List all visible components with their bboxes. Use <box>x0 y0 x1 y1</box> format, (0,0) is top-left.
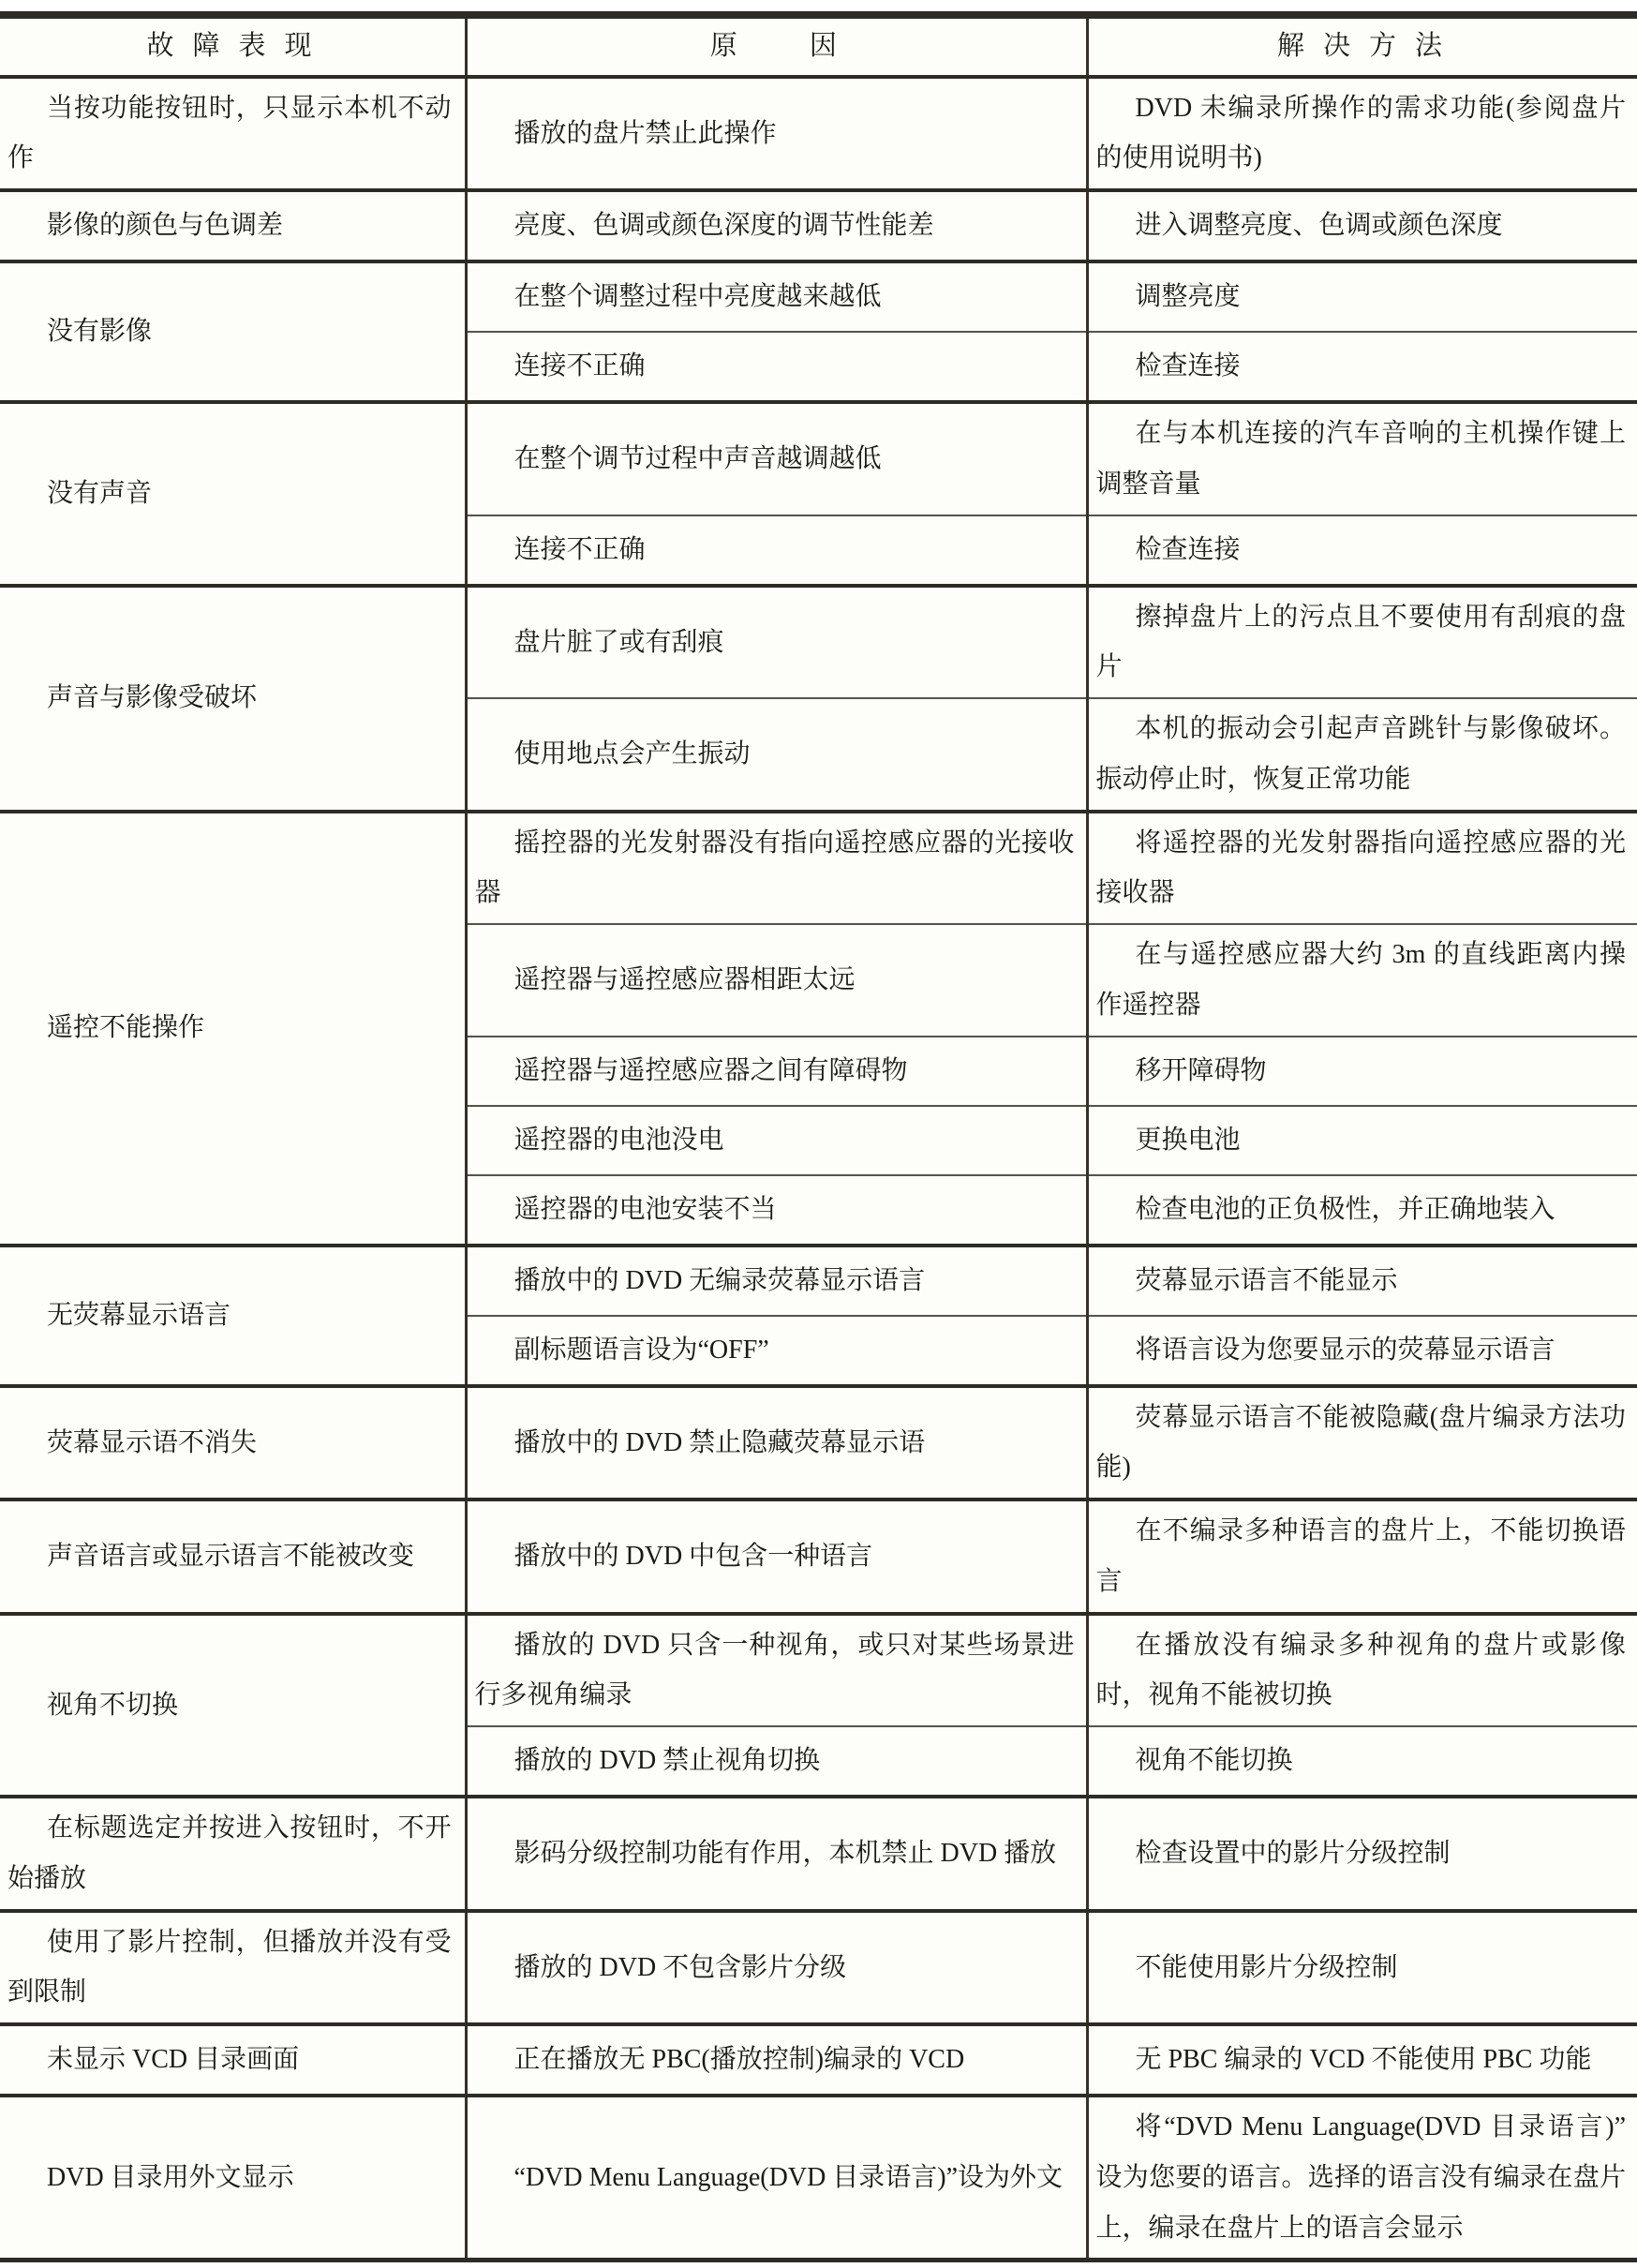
solution-text: 在不编录多种语言的盘片上，不能切换语言 <box>1095 1516 1626 1596</box>
symptom-cell <box>0 1246 466 1386</box>
symptom-text: 荧幕显示语不消失 <box>47 1427 258 1457</box>
table-row <box>0 1500 1637 1614</box>
cause-cell <box>466 2024 1087 2096</box>
solution-cell <box>1087 698 1637 812</box>
solution-cell <box>1087 2024 1637 2096</box>
cause-cell <box>466 1500 1087 1614</box>
header-row <box>0 15 1637 77</box>
solution-text: 在播放没有编录多种视角的盘片或影像时，视角不能被切换 <box>1095 1630 1626 1710</box>
symptom-text: 视角不切换 <box>47 1690 179 1720</box>
solution-text: 荧幕显示语言不能显示 <box>1135 1265 1398 1295</box>
solution-cell <box>1087 1726 1637 1797</box>
cause-cell <box>466 77 1087 191</box>
cause-cell <box>466 515 1087 586</box>
solution-text: 将语言设为您要显示的荧幕显示语言 <box>1135 1335 1555 1365</box>
solution-cell <box>1087 586 1637 699</box>
cause-cell <box>466 924 1087 1037</box>
cause-text: 遥控器的电池安装不当 <box>513 1194 777 1224</box>
cause-text: 遥控器的电池没电 <box>513 1125 724 1155</box>
symptom-text: 在标题选定并按进入按钮时，不开始播放 <box>7 1813 452 1893</box>
solution-text: 进入调整亮度、色调或颜色深度 <box>1135 211 1503 241</box>
cause-text: 正在播放无 PBC(播放控制)编录的 VCD <box>513 2045 965 2075</box>
cause-text: 副标题语言设为“OFF” <box>513 1335 769 1365</box>
table-header <box>0 15 1637 77</box>
solution-text: 不能使用影片分级控制 <box>1135 1952 1398 1982</box>
cause-cell <box>466 1175 1087 1246</box>
cause-cell <box>466 1037 1087 1106</box>
solution-cell <box>1087 1246 1637 1316</box>
cause-text: 连接不正确 <box>513 351 646 381</box>
solution-text: 检查设置中的影片分级控制 <box>1135 1839 1451 1869</box>
symptom-text: 使用了影片控制，但播放并没有受到限制 <box>7 1927 452 2007</box>
cause-cell <box>466 1614 1087 1727</box>
cause-text: 播放的 DVD 禁止视角切换 <box>513 1746 821 1776</box>
symptom-text: 没有影像 <box>47 317 153 347</box>
cause-text: 影码分级控制功能有作用，本机禁止 DVD 播放 <box>513 1839 1057 1869</box>
solution-text: 将“DVD Menu Language(DVD 目录语言)”设为您要的语言。选择的语言没有编录在盘片上，编录在盘片上的语言会显示 <box>1095 2112 1626 2243</box>
solution-text: 本机的振动会引起声音跳针与影像破坏。振动停止时，恢复正常功能 <box>1095 714 1626 794</box>
cause-cell <box>466 586 1087 699</box>
solution-cell <box>1087 402 1637 515</box>
symptom-cell <box>0 261 466 402</box>
table-body <box>0 77 1637 2261</box>
symptom-text: 声音与影像受破坏 <box>47 683 258 713</box>
symptom-cell <box>0 1386 466 1500</box>
solution-text: 更换电池 <box>1135 1125 1241 1155</box>
solution-cell <box>1087 924 1637 1037</box>
solution-text: 检查连接 <box>1135 351 1241 381</box>
header-symptom: 故 障 表 现 <box>0 15 466 77</box>
table-row <box>0 261 1637 332</box>
symptom-cell <box>0 812 466 1246</box>
cause-cell <box>466 2096 1087 2261</box>
cause-cell <box>466 190 1087 261</box>
solution-cell <box>1087 1614 1637 1727</box>
table-row <box>0 1614 1637 1727</box>
table-row <box>0 190 1637 261</box>
solution-text: 视角不能切换 <box>1135 1746 1293 1776</box>
cause-cell <box>466 332 1087 402</box>
cause-cell <box>466 698 1087 812</box>
symptom-text: 影像的颜色与色调差 <box>47 211 284 241</box>
symptom-text: 没有声音 <box>47 479 153 509</box>
solution-cell <box>1087 1037 1637 1106</box>
symptom-cell <box>0 1614 466 1798</box>
symptom-cell <box>0 2096 466 2261</box>
cause-cell <box>466 261 1087 332</box>
cause-text: 在整个调整过程中亮度越来越低 <box>513 282 882 312</box>
header-solution: 解 决 方 法 <box>1087 15 1637 77</box>
solution-text: 检查电池的正负极性，并正确地装入 <box>1135 1194 1555 1224</box>
solution-text: 在与遥控感应器大约 3m 的直线距离内操作遥控器 <box>1095 940 1627 1020</box>
solution-text: DVD 未编录所操作的需求功能(参阅盘片的使用说明书) <box>1095 93 1626 173</box>
cause-cell <box>466 1246 1087 1316</box>
cause-text: 播放中的 DVD 无编录荧幕显示语言 <box>513 1265 926 1295</box>
table-row <box>0 586 1637 699</box>
cause-cell <box>466 1386 1087 1500</box>
cause-text: 遥控器与遥控感应器相距太远 <box>513 965 856 995</box>
header-cause: 原 因 <box>466 15 1087 77</box>
table-row <box>0 1797 1637 1911</box>
table-row <box>0 2096 1637 2261</box>
solution-cell <box>1087 190 1637 261</box>
cause-cell <box>466 1106 1087 1175</box>
cause-cell <box>466 1726 1087 1797</box>
cause-text: 盘片脏了或有刮痕 <box>513 627 724 657</box>
cause-cell <box>466 402 1087 515</box>
symptom-cell <box>0 77 466 191</box>
cause-text: 使用地点会产生振动 <box>513 739 751 769</box>
cause-text: 在整个调节过程中声音越调越低 <box>513 444 882 474</box>
solution-cell <box>1087 1386 1637 1500</box>
solution-cell <box>1087 515 1637 586</box>
cause-text: “DVD Menu Language(DVD 目录语言)”设为外文 <box>513 2162 1064 2192</box>
symptom-cell <box>0 1911 466 2025</box>
table-row <box>0 2024 1637 2096</box>
symptom-text: 无荧幕显示语言 <box>47 1300 231 1330</box>
solution-cell <box>1087 1316 1637 1386</box>
cause-text: 遥控器与遥控感应器之间有障碍物 <box>513 1055 908 1085</box>
solution-cell <box>1087 1500 1637 1614</box>
cause-cell <box>466 1797 1087 1911</box>
symptom-text: 声音语言或显示语言不能被改变 <box>47 1542 415 1572</box>
symptom-cell <box>0 2024 466 2096</box>
symptom-text: 未显示 VCD 目录画面 <box>47 2045 300 2075</box>
solution-cell <box>1087 77 1637 191</box>
solution-cell <box>1087 1911 1637 2025</box>
solution-cell <box>1087 1797 1637 1911</box>
symptom-text: 当按功能按钮时，只显示本机不动作 <box>7 93 452 173</box>
solution-cell <box>1087 2096 1637 2261</box>
symptom-cell <box>0 586 466 812</box>
solution-cell <box>1087 332 1637 402</box>
table-row <box>0 812 1637 925</box>
cause-text: 摇控器的光发射器没有指向遥控感应器的光接收器 <box>474 828 1075 908</box>
cause-text: 连接不正确 <box>513 534 646 564</box>
solution-text: 在与本机连接的汽车音响的主机操作键上调整音量 <box>1095 419 1626 499</box>
solution-cell <box>1087 261 1637 332</box>
symptom-text: DVD 目录用外文显示 <box>47 2162 294 2192</box>
solution-cell <box>1087 1106 1637 1175</box>
solution-text: 无 PBC 编录的 VCD 不能使用 PBC 功能 <box>1135 2045 1592 2075</box>
table-row <box>0 1911 1637 2025</box>
cause-text: 播放的 DVD 只含一种视角，或只对某些场景进行多视角编录 <box>474 1630 1075 1710</box>
table-row <box>0 402 1637 515</box>
cause-text: 播放的 DVD 不包含影片分级 <box>513 1952 847 1982</box>
table-row <box>0 1386 1637 1500</box>
solution-cell <box>1087 812 1637 925</box>
cause-cell <box>466 1316 1087 1386</box>
symptom-cell <box>0 1797 466 1911</box>
troubleshooting-table <box>0 11 1637 2262</box>
symptom-cell <box>0 190 466 261</box>
solution-text: 移开障碍物 <box>1135 1055 1267 1085</box>
table-row <box>0 77 1637 191</box>
cause-text: 播放中的 DVD 禁止隐藏荧幕显示语 <box>513 1427 926 1457</box>
cause-text: 播放的盘片禁止此操作 <box>513 118 777 148</box>
symptom-cell <box>0 1500 466 1614</box>
cause-cell <box>466 1911 1087 2025</box>
cause-text: 亮度、色调或颜色深度的调节性能差 <box>513 211 934 241</box>
solution-text: 擦掉盘片上的污点且不要使用有刮痕的盘片 <box>1095 602 1626 682</box>
table-row <box>0 1246 1637 1316</box>
solution-text: 检查连接 <box>1135 534 1241 564</box>
cause-cell <box>466 812 1087 925</box>
symptom-cell <box>0 402 466 586</box>
solution-text: 调整亮度 <box>1135 282 1241 312</box>
symptom-text: 遥控不能操作 <box>47 1013 205 1043</box>
cause-text: 播放中的 DVD 中包含一种语言 <box>513 1542 873 1572</box>
solution-text: 将遥控器的光发射器指向遥控感应器的光接收器 <box>1095 828 1626 908</box>
solution-cell <box>1087 1175 1637 1246</box>
solution-text: 荧幕显示语言不能被隐藏(盘片编录方法功能) <box>1095 1402 1626 1483</box>
